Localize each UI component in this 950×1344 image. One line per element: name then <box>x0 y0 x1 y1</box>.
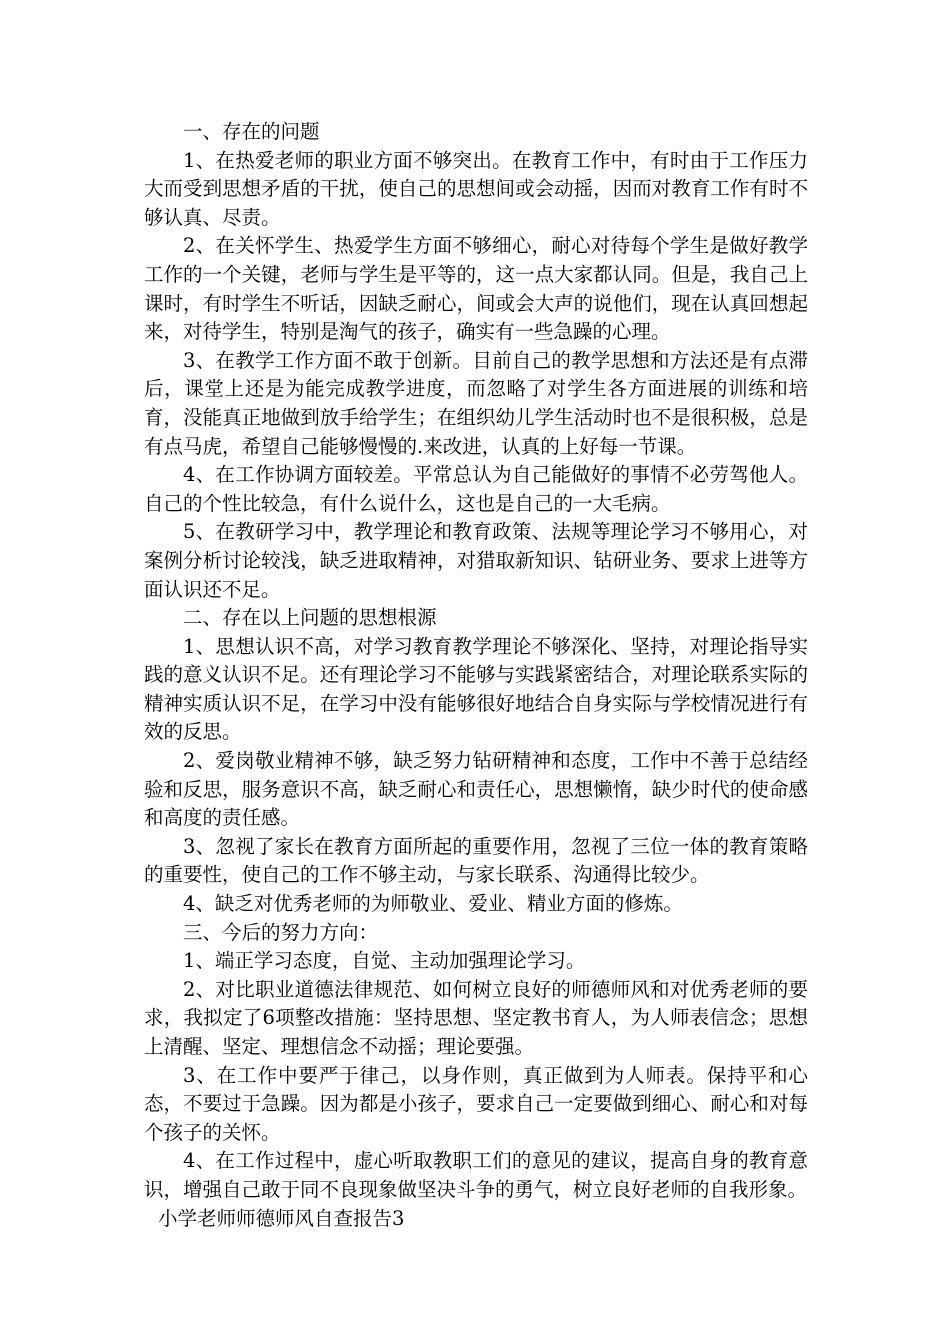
paragraph: 5、在教研学习中，教学理论和教育政策、法规等理论学习不够用心，对案例分析讨论较浅，缺乏进取精神，对猎取新知识、钻研业务、要求上进等方面认识还不足。 <box>144 520 808 601</box>
paragraph: 4、在工作协调方面较差。平常总认为自己能做好的事情不必劳驾他人。自己的个性比较急，有什么说什么，这也是自己的一大毛病。 <box>144 463 808 515</box>
paragraph: 1、在热爱老师的职业方面不够突出。在教育工作中，有时由于工作压力大而受到思想矛盾的干扰，使自己的思想间或会动摇，因而对教育工作有时不够认真、尽责。 <box>144 148 808 229</box>
document-body <box>144 118 808 1233</box>
paragraph: 2、在关怀学生、热爱学生方面不够细心，耐心对待每个学生是做好教学工作的一个关键，老师与学生是平等的，这一点大家都认同。但是，我自己上课时，有时学生不听话，因缺乏耐心，间或会大声的说他们，现在认真回想起来，对待学生，特别是淘气的孩子，确实有一些急躁的心理。 <box>144 234 808 344</box>
next-report-title: 小学老师师德师风自查报告3 <box>158 1206 405 1230</box>
paragraph: 3、在工作中要严于律己，以身作则，真正做到为人师表。保持平和心态，不要过于急躁。因为都是小孩子，要求自己一定要做到细心、耐心和对每个孩子的关怀。 <box>144 1063 808 1144</box>
section-heading-2: 二、存在以上问题的思想根源 <box>183 606 437 630</box>
paragraph: 1、思想认识不高，对学习教育教学理论不够深化、坚持，对理论指导实践的意义认识不足。还有理论学习不能够与实践紧密结合，对理论联系实际的精神实质认识不足，在学习中没有能够很好地结合自身实际与学校情况进行有效的反思。 <box>144 634 808 744</box>
paragraph: 1、端正学习态度，自觉、主动加强理论学习。 <box>183 949 586 973</box>
paragraph: 3、忽视了家长在教育方面所起的重要作用，忽视了三位一体的教育策略的重要性，使自己的工作不够主动，与家长联系、沟通得比较少。 <box>144 834 808 887</box>
paragraph: 4、在工作过程中，虚心听取教职工们的意见的建议，提高自身的教育意识，增强自己敢于同不良现象做坚决斗争的勇气，树立良好老师的自我形象。 <box>144 1149 808 1201</box>
paragraph: 2、对比职业道德法律规范、如何树立良好的师德师风和对优秀老师的要求，我拟定了6项整改措施：坚持思想、坚定教书育人，为人师表信念；思想上清醒、坚定、理想信念不动摇；理论要强。 <box>144 977 808 1058</box>
section-heading-3: 三、今后的努力方向： <box>183 920 379 944</box>
paragraph: 4、缺乏对优秀老师的为师敬业、爱业、精业方面的修炼。 <box>183 892 683 916</box>
paragraph: 3、在教学工作方面不敢于创新。目前自己的教学思想和方法还是有点滞后，课堂上还是为能完成教学进度，而忽略了对学生各方面进展的训练和培育，没能真正地做到放手给学生；在组织幼儿学生活动时也不是很积极，总是有点马虎，希望自己能够慢慢的.来改进，认真的上好每一节课。 <box>144 348 808 458</box>
paragraph: 2、爱岗敬业精神不够，缺乏努力钻研精神和态度，工作中不善于总结经验和反思，服务意识不高，缺乏耐心和责任心，思想懒惰，缺少时代的使命感和高度的责任感。 <box>144 749 808 830</box>
section-heading-1: 一、存在的问题 <box>183 120 320 143</box>
